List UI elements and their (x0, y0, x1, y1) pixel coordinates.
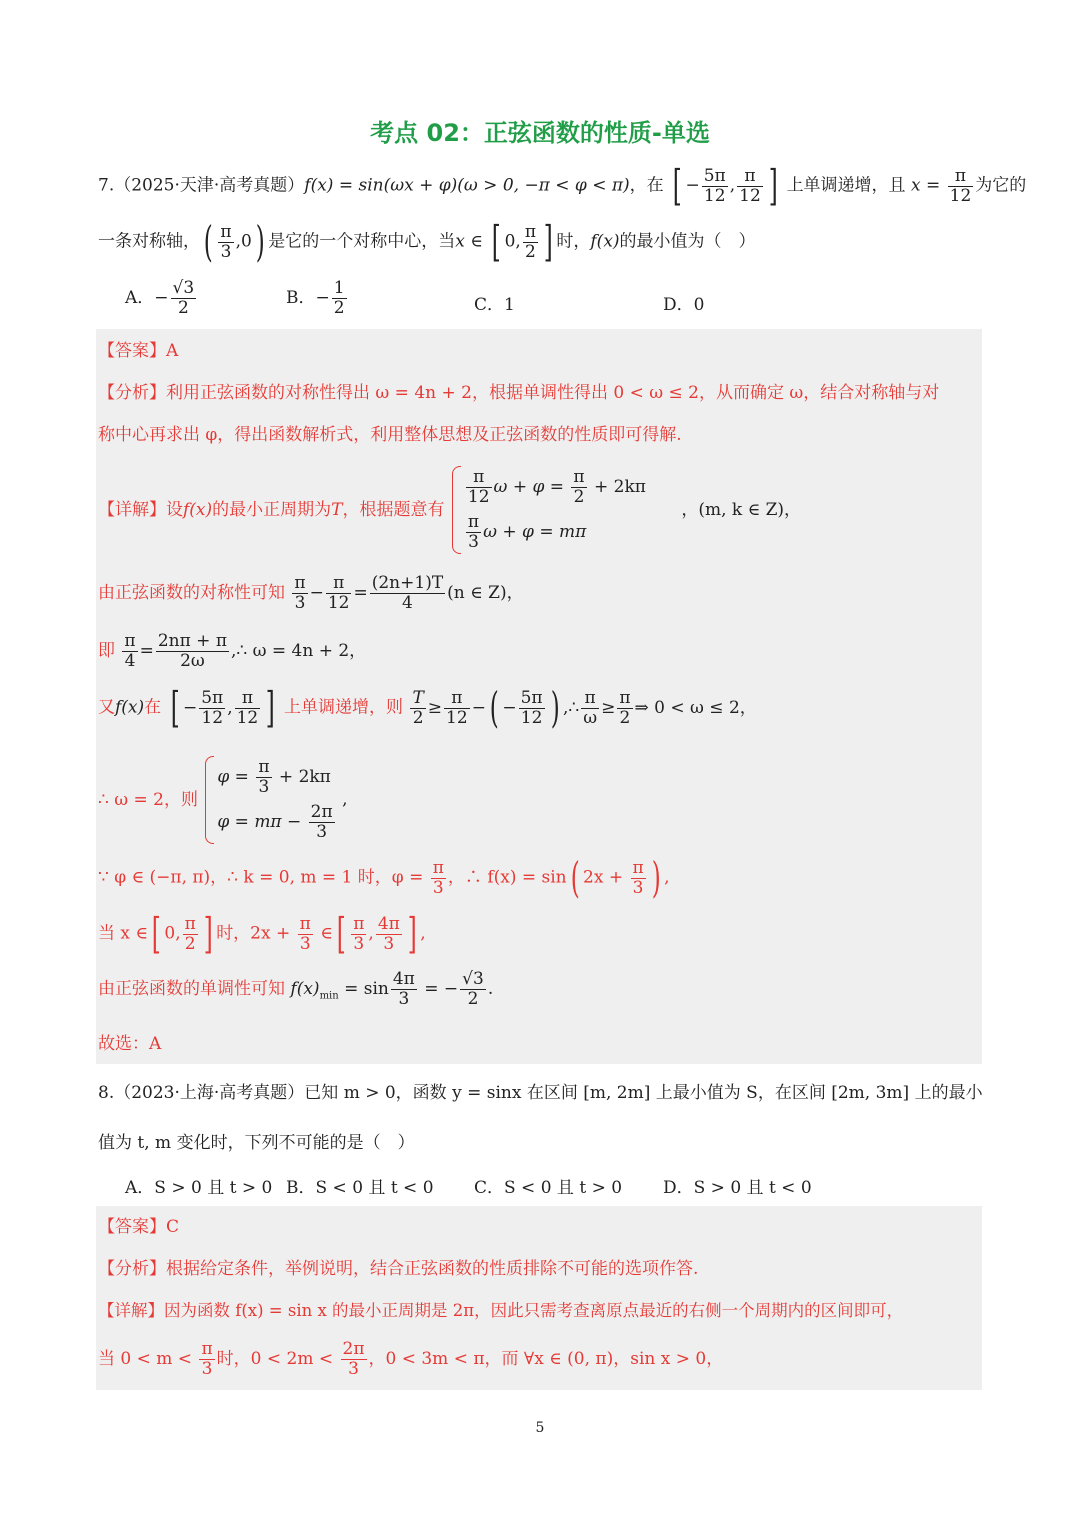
q8-option-c: C．S < 0 且 t > 0 (474, 1178, 623, 1198)
s8-detail-2: 当 0 < m < $\frac{\pi}{3}$ 时，0 < 2m < $\frac{2\pi}{3}$ ，0 < 3m < π，而 ∀x ∈ (0, π)，sin x > 0， (98, 1339, 724, 1379)
q7-option-d: D．0 (663, 295, 705, 315)
q7-line1: 7.（2025·天津·高考真题）f(x) = sin(ωx + φ)(ω > 0, −π < φ < π)，在 [ − $\frac{5\pi}{12}$ , $\frac{\pi}{12}$ ] 上单调递增，且 x = $\frac{\pi}{12}$ 为它的 (98, 161, 1027, 210)
s8-answer: 【答案】C (98, 1217, 180, 1237)
s7-line-omega: 即 $\frac{\pi}{4}$ = $\frac{2n\pi + \pi}{2\omega}$ ,∴ ω = 4n + 2， (98, 631, 367, 671)
s7-analysis-1: 【分析】利用正弦函数的对称性得出 ω = 4n + 2，根据单调性得出 0 < ω ≤ 2，从而确定 ω，结合对称轴与对 (98, 383, 940, 403)
q7-line2: 一条对称轴，( $\frac{\pi}{3}$ ,0) 是它的一个对称中心，当x ∈ [ 0, $\frac{\pi}{2}$ ] 时，f(x)的最小值为（ ） (98, 217, 756, 266)
s7-detail: 【详解】设f(x)的最小正周期为T，根据题意有 $\frac{\pi}{12}$ ω + φ = $\frac{\pi}{2}$ + 2kπ $\frac{\pi}{3}$ ω + φ = mπ ，(m, k ∈ Z)， (98, 462, 801, 558)
s7-line-phi-system: ∴ ω = 2，则 φ = $\frac{\pi}{3}$ + 2kπ φ = mπ − $\frac{2\pi}{3}$ , (98, 752, 347, 848)
s7-conclusion: 故选：A (98, 1034, 162, 1054)
q8-option-a: A．S > 0 且 t > 0 (125, 1178, 273, 1198)
s7-line-min: 由正弦函数的单调性可知 $f(x)_{min} = \sin$ $\frac{4\pi}{3}$ = − $\frac{√3}{2}$ . (98, 969, 494, 1009)
s7-line-solution-f: ∵ φ ∈ (−π, π)，∴ k = 0, m = 1 时，φ = $\frac{\pi}{3}$ ，∴ f(x) = sin( 2x + $\frac{\pi}{3}$ ) , (98, 853, 670, 902)
page-title: 考点 02：正弦函数的性质-单选 (370, 119, 710, 147)
s8-detail-1: 【详解】因为函数 f(x) = sin x 的最小正周期是 2π，因此只需考查离原点最近的右侧一个周期内的区间即可， (98, 1301, 904, 1320)
q7-option-b: B．− $\frac{1}{2}$ (286, 278, 345, 318)
q8-line1: 8.（2023·上海·高考真题）已知 m > 0，函数 y = sinx 在区间 [m, 2m] 上最小值为 S，在区间 [2m, 3m] 上的最小 (98, 1083, 983, 1103)
s7-line-range: 当 x ∈[ 0, $\frac{\pi}{2}$ ] 时，2x + $\frac{\pi}{3}$ ∈[ $\frac{\pi}{3}$ , $\frac{4\pi}{3}$ ] , (98, 909, 426, 958)
page-number: 5 (535, 1420, 545, 1436)
s7-line-monotonic: 又f(x)在 [ − $\frac{5\pi}{12}$ , $\frac{\pi}{12}$ ] 上单调递增，则 $\frac{T}{2}$ ≥ $\frac{\pi}{12}$ −( − $\frac{5\pi}{12}$ ) ,∴ $\frac{\pi}{\omega}$ ≥ $\frac{\pi}{2}$ ⇒ 0 < ω ≤ 2， (98, 683, 757, 732)
s7-line-symmetry: 由正弦函数的对称性可知 $\frac{\pi}{3}$ − $\frac{\pi}{12}$ = $\frac{(2n+1)T}{4}$ (n ∈ Z)， (98, 573, 524, 613)
q8-option-b: B．S < 0 且 t < 0 (286, 1178, 434, 1198)
q8-line2: 值为 t, m 变化时，下列不可能的是（ ） (98, 1133, 415, 1153)
s7-analysis-2: 称中心再求出 φ，得出函数解析式，利用整体思想及正弦函数的性质即可得解. (98, 425, 682, 445)
q7-option-a: A．− $\frac{√3}{2}$ (125, 278, 195, 318)
q8-option-d: D．S > 0 且 t < 0 (663, 1178, 812, 1198)
s8-analysis: 【分析】根据给定条件，举例说明，结合正弦函数的性质排除不可能的选项作答. (98, 1259, 699, 1279)
q7-option-c: C．1 (474, 295, 515, 315)
s7-answer: 【答案】A (98, 341, 179, 361)
